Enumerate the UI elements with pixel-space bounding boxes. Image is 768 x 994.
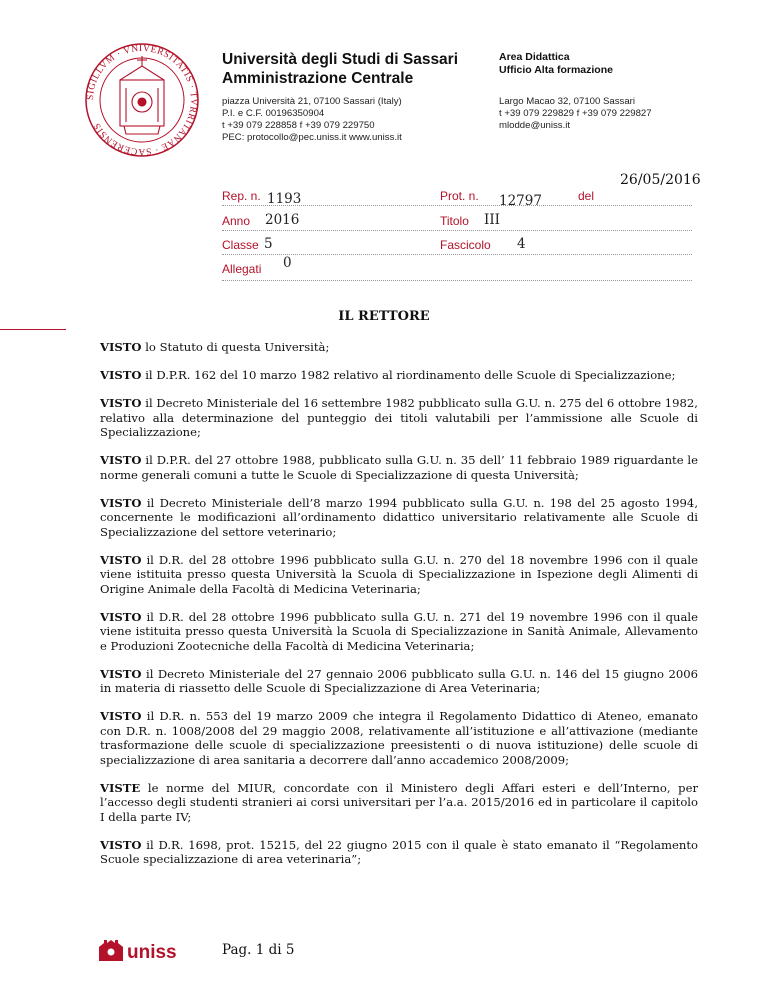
- classe-value: 5: [264, 236, 273, 252]
- recital-lead: VISTO: [100, 709, 142, 723]
- del-label: del: [578, 189, 595, 203]
- office-address: [499, 96, 652, 132]
- recital-text: il D.R. n. 553 del 19 marzo 2009 che integra il Regolamento Didattico di Ateneo, emanato con D.R. n. 1008/2008 del 29 maggio 2008, relativamente all’istituzione e all’attivazione (mediante trasformazione delle scuole di specializzazione preesistenti o di nuova istituzione) delle scuole di specializzazione di area sanitaria a decorrere dall’anno accademico 2008/2009;: [100, 709, 698, 767]
- university-address: [222, 96, 402, 144]
- recital-lead: VISTO: [100, 666, 142, 681]
- office-unit: Ufficio Alta formazione: [499, 63, 613, 76]
- recital-paragraph: [100, 781, 698, 825]
- recital-text: lo Statuto di questa Università;: [141, 340, 330, 354]
- prot-value: 12797: [499, 193, 542, 209]
- recital-text: il D.R. 1698, prot. 15215, del 22 giugno 2015 con il quale è stato emanato il “Regolamento Scuole specializzazione di area veterinaria”;: [100, 837, 698, 866]
- address-line: P.I. e C.F. 00196350904: [222, 108, 325, 119]
- rep-label: Rep. n.: [222, 189, 261, 203]
- recital-lead: VISTO: [100, 396, 142, 410]
- anno-value: 2016: [265, 212, 300, 228]
- anno-label: Anno: [222, 214, 251, 228]
- recital-paragraph: [100, 496, 698, 540]
- recital-lead: VISTO: [100, 453, 142, 467]
- fascicolo-label: Fascicolo: [440, 238, 491, 252]
- recital-paragraph: [100, 553, 698, 597]
- recital-text: il D.R. del 28 ottobre 1996 pubblicato sulla G.U. n. 271 del 19 novembre 1996 con il quale viene istituita presso questa Università la Scuola di Specializzazione in Sanità Animale, Allevamento e Produzioni Zootecniche della Facoltà di Medicina Veterinaria;: [100, 609, 698, 653]
- recital-paragraph: [100, 340, 698, 355]
- rep-value: 1193: [267, 191, 302, 207]
- recital-text: il D.P.R. del 27 ottobre 1988, pubblicato sulla G.U. n. 35 dell’ 11 febbraio 1989 riguardante le norme generali comuni a tutte le Scuole di Specializzazione di questa Università;: [100, 453, 698, 482]
- registry-divider: [222, 280, 692, 281]
- administration-name: Amministrazione Centrale: [222, 70, 414, 87]
- titolo-label: Titolo: [440, 214, 469, 228]
- document-body: [100, 340, 698, 880]
- margin-mark: [0, 329, 66, 330]
- university-name: Università degli Studi di Sassari: [222, 51, 459, 68]
- address-line: piazza Università 21, 07100 Sassari (Italy): [222, 96, 402, 107]
- registry-divider: [222, 230, 692, 231]
- university-header: [222, 50, 458, 88]
- office-address-line: Largo Macao 32, 07100 Sassari: [499, 96, 635, 107]
- recital-text: il D.P.R. 162 del 10 marzo 1982 relativo al riordinamento delle Scuole di Specializzazione;: [141, 368, 676, 382]
- classe-label: Classe: [222, 238, 259, 252]
- document-title: IL RETTORE: [338, 309, 430, 324]
- uniss-logo-text: uniss: [127, 942, 177, 963]
- recital-lead: VISTO: [100, 340, 142, 354]
- recital-paragraph: [100, 610, 698, 654]
- recital-lead: VISTO: [100, 368, 142, 382]
- allegati-value: 0: [283, 255, 292, 271]
- seal-text: SIGILLVM · VNIVERSITATIS · TVRRITANAE · SACERENSIS: [85, 43, 199, 157]
- recital-paragraph: [100, 396, 698, 440]
- recital-text: il Decreto Ministeriale del 16 settembre 1982 pubblicato sulla G.U. n. 275 del 6 ottobre 1982, relativo alla determinazione del punteggio dei titoli valutabili per l’ammissione alle Scuole di Specializzazione;: [100, 396, 698, 439]
- office-address-line: mlodde@uniss.it: [499, 120, 571, 131]
- recital-text: le norme del MIUR, concordate con il Ministero degli Affari esteri e dell’Interno, per l’accesso degli studenti stranieri ai corsi universitari per l’a.a. 2015/2016 ed in particolare il capitolo I della parte IV;: [100, 780, 698, 824]
- recital-paragraph: [100, 838, 698, 867]
- prot-label: Prot. n.: [440, 189, 479, 203]
- registry-divider: [222, 254, 692, 255]
- titolo-value: III: [484, 212, 500, 228]
- recital-lead: VISTE: [100, 780, 141, 795]
- allegati-label: Allegati: [222, 262, 262, 276]
- document-date: 26/05/2016: [620, 172, 701, 188]
- uniss-logo: [97, 937, 177, 963]
- office-area: Area Didattica: [499, 51, 570, 63]
- recital-paragraph: [100, 709, 698, 767]
- fascicolo-value: 4: [517, 236, 526, 252]
- university-seal: [84, 42, 200, 158]
- address-line: t +39 079 228858 f +39 079 229750: [222, 120, 375, 131]
- registry-divider: [222, 205, 692, 206]
- recital-paragraph: [100, 368, 698, 383]
- office-address-line: t +39 079 229829 f +39 079 229827: [499, 108, 652, 119]
- recital-text: il Decreto Ministeriale del 27 gennaio 2006 pubblicato sulla G.U. n. 146 del 15 giugno 2006 in materia di riassetto delle Scuole di Specializzazione di Area Veterinaria;: [100, 666, 698, 695]
- recital-paragraph: [100, 667, 698, 696]
- recital-lead: VISTO: [100, 495, 142, 510]
- recital-lead: VISTO: [100, 552, 142, 567]
- page-number: Pag. 1 di 5: [222, 942, 295, 958]
- recital-lead: VISTO: [100, 837, 142, 852]
- recital-text: il D.R. del 28 ottobre 1996 pubblicato sulla G.U. n. 270 del 18 novembre 1996 con il quale viene istituita presso questa Università la Scuola di Specializzazione in Ispezione degli Alimenti di Origine Animale della Facoltà di Medicina Veterinaria;: [100, 552, 698, 596]
- recital-text: il Decreto Ministeriale dell’8 marzo 1994 pubblicato sulla G.U. n. 198 del 25 agosto 1994, concernente le modificazioni all’ordinamento didattico universitario relativamente alle Scuole di Specializzazione del settore veterinario;: [100, 495, 698, 539]
- address-line: PEC: protocollo@pec.uniss.it www.uniss.it: [222, 132, 402, 143]
- recital-lead: VISTO: [100, 609, 142, 624]
- recital-paragraph: [100, 453, 698, 482]
- office-header: [499, 51, 613, 76]
